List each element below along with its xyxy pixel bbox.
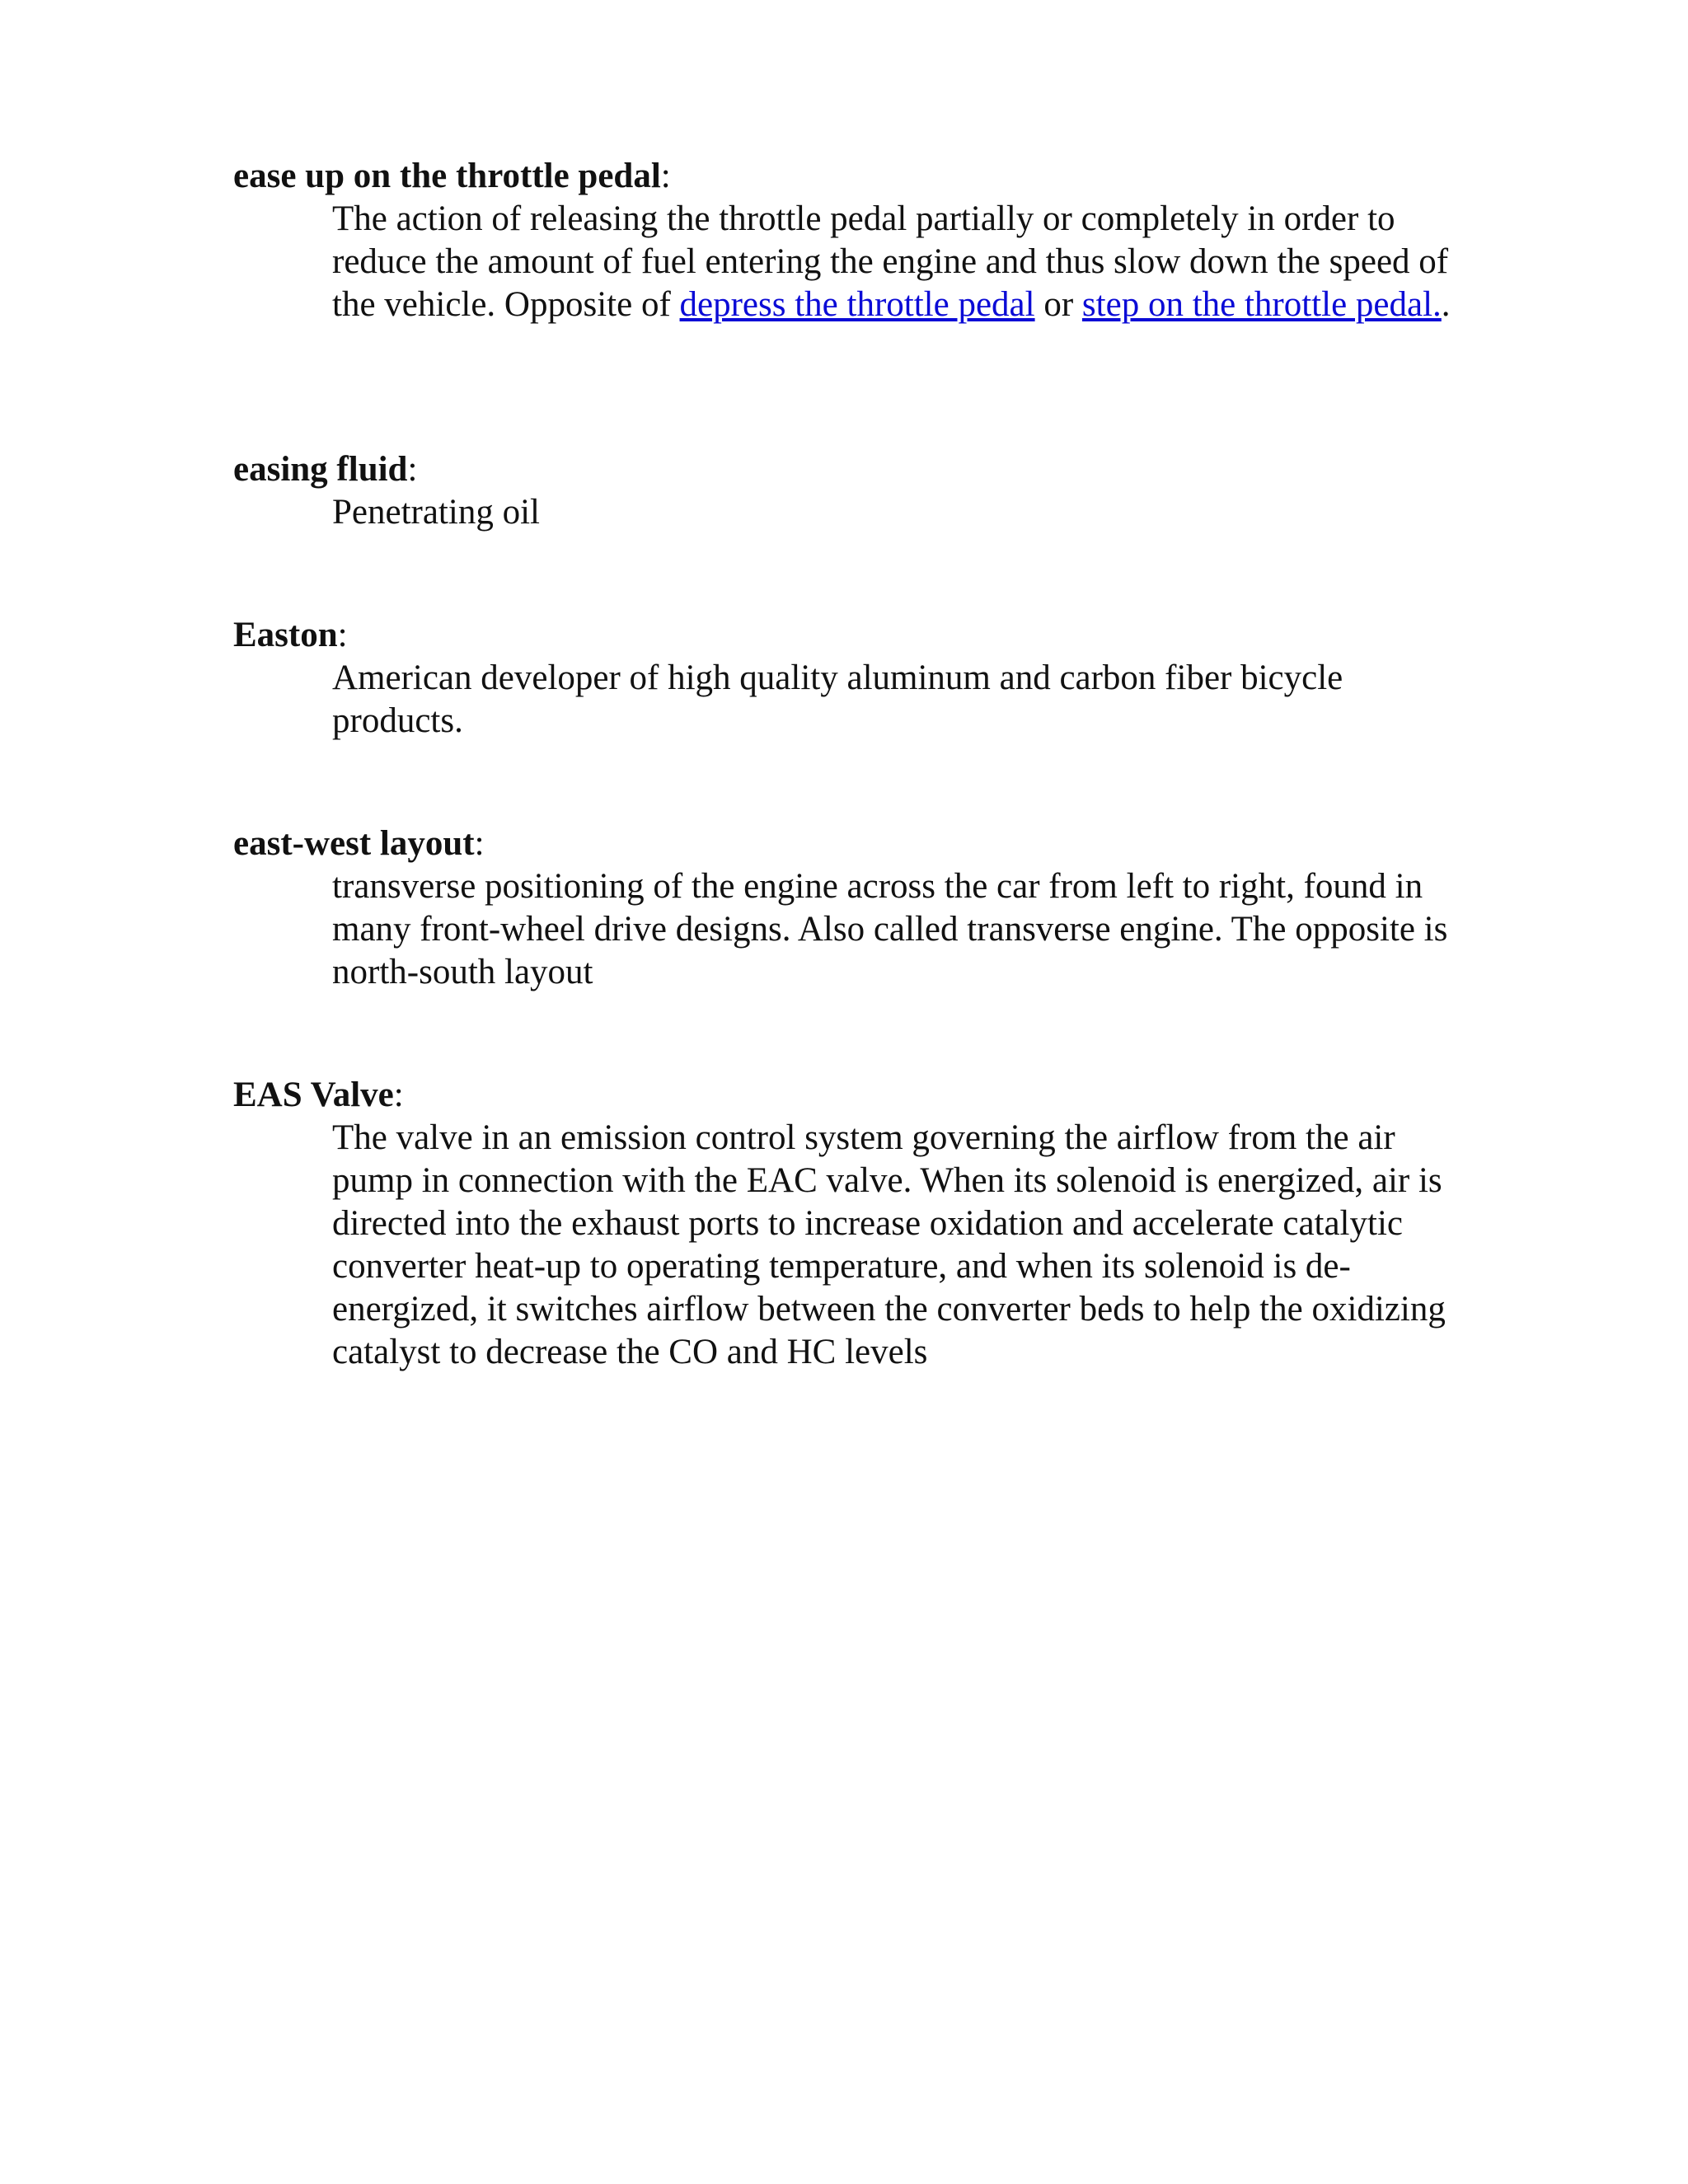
glossary-definition: The valve in an emission control system governing the airflow from the air pump in connection with the EAC valve. When its solenoid is energized, air is directed into the exhaust ports to increase oxidation and accelerate catalytic converter heat-up to operating temperature, and when its solenoid is de-energized, it switches airflow between the converter beds to help the oxidizing catalyst to decrease the CO and HC levels xyxy=(332,1118,1446,1371)
glossary-term: easing fluid xyxy=(233,450,408,489)
definition-text: or xyxy=(1034,285,1082,324)
glossary-term: ease up on the throttle pedal xyxy=(233,157,661,195)
term-colon: : xyxy=(474,824,485,863)
link-step-on-the-throttle-pedal[interactable]: step on the throttle pedal. xyxy=(1081,285,1442,324)
glossary-term: east-west layout xyxy=(233,824,475,863)
term-colon: : xyxy=(337,616,348,654)
term-line xyxy=(233,155,1453,198)
term-line xyxy=(233,823,1453,865)
term-line xyxy=(233,448,1453,491)
term-line xyxy=(233,614,1453,657)
definition-text: The action of releasing the throttle pedal partially or completely in order to reduce the amount of fuel entering the engine and thus slow down the speed of the vehicle. Opposite of xyxy=(332,199,1449,324)
glossary-entry xyxy=(233,823,1453,994)
glossary-entry xyxy=(233,614,1453,743)
glossary-definition: American developer of high quality aluminum and carbon fiber bicycle products. xyxy=(332,658,1343,740)
glossary-term: EAS Valve xyxy=(233,1076,394,1114)
glossary-entry xyxy=(233,155,1453,326)
glossary-definition xyxy=(332,198,1461,326)
glossary-entry xyxy=(233,1074,1453,1374)
term-colon: : xyxy=(407,450,418,489)
glossary-term: Easton xyxy=(233,616,338,654)
definition-text: . xyxy=(1441,285,1451,324)
link-depress-the-throttle-pedal[interactable]: depress the throttle pedal xyxy=(679,285,1035,324)
term-colon: : xyxy=(393,1076,404,1114)
term-colon: : xyxy=(660,157,671,195)
glossary-definition: transverse positioning of the engine across the car from left to right, found in many front-wheel drive designs. Also called transverse engine. The opposite is north-south layout xyxy=(332,867,1448,991)
glossary-entry xyxy=(233,448,1453,534)
glossary-definition: Penetrating oil xyxy=(332,493,540,532)
term-line xyxy=(233,1074,1453,1117)
